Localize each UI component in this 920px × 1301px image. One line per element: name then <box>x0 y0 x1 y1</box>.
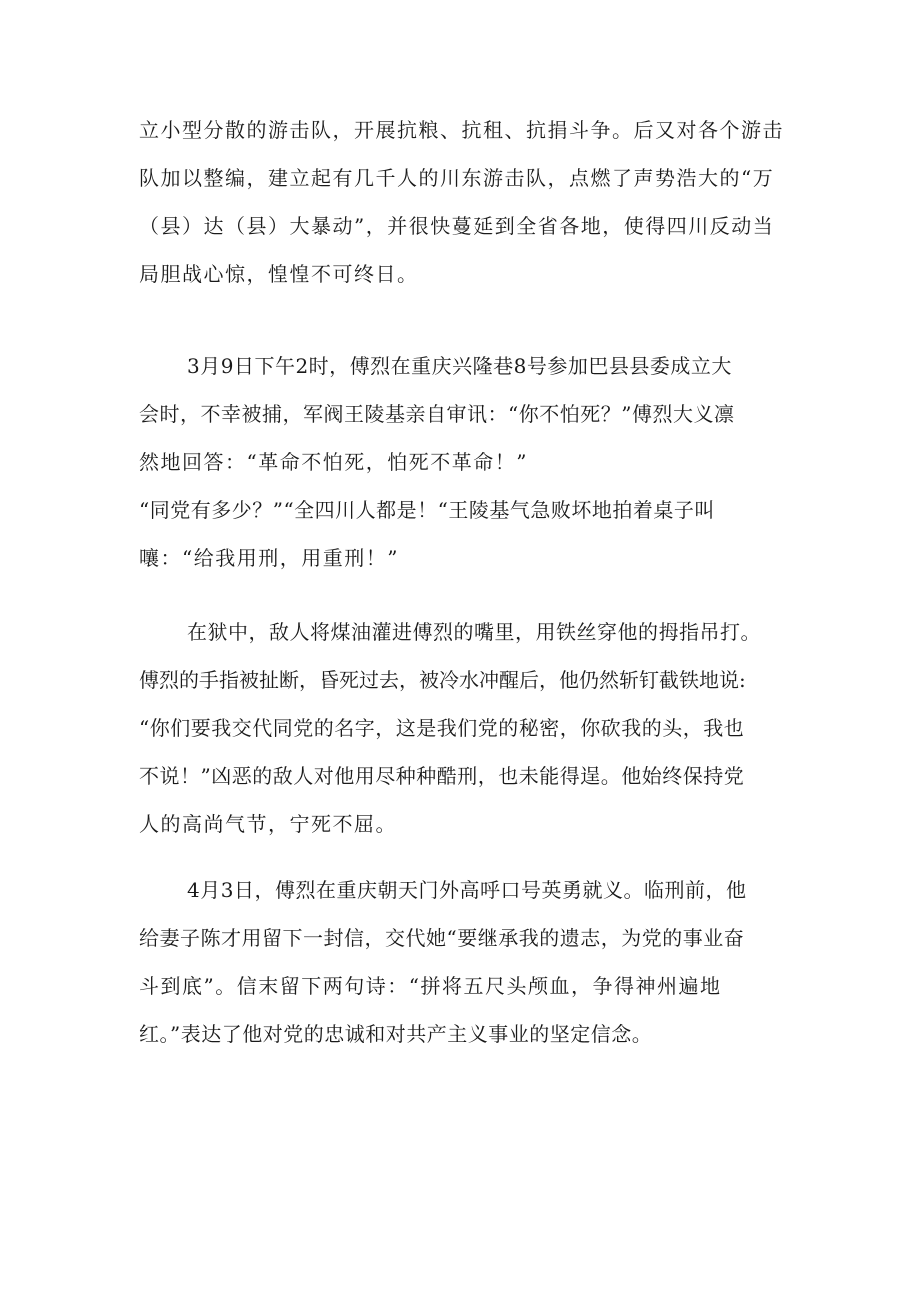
paragraph-guerrilla-uprising <box>139 106 799 298</box>
text-line: 队加以整编，建立起有几千人的川东游击队，点燃了声势浩大的“万 <box>139 166 775 190</box>
text-line: 人的高尚气节，宁死不屈。 <box>139 812 397 836</box>
text-line: 斗到底”。信末留下两句诗：“拼将五尺头颅血，争得神州遍地 <box>139 974 722 998</box>
paragraph-execution <box>139 866 799 1058</box>
text-line: 3月9日下午2时，傅烈在重庆兴隆巷8号参加巴县县委成立大 <box>187 354 732 378</box>
text-line: （县）达（县）大暴动”，并很快蔓延到全省各地，使得四川反动当 <box>139 214 775 238</box>
text-line: 嚷：“给我用刑，用重刑！” <box>139 546 399 570</box>
text-line: 会时，不幸被捕，军阀王陵基亲自审讯：“你不怕死？”傅烈大义凛 <box>139 402 735 426</box>
text-line: 给妻子陈才用留下一封信，交代她“要继承我的遗志，为党的事业奋 <box>139 926 745 950</box>
text-line: 傅烈的手指被扯断，昏死过去，被冷水冲醒后，他仍然斩钉截铁地说: <box>139 668 746 692</box>
paragraph-arrest <box>139 342 799 582</box>
text-line: 红。”表达了他对党的忠诚和对共产主义事业的坚定信念。 <box>139 1022 653 1046</box>
text-line: 不说！”凶恶的敌人对他用尽种种酷刑，也未能得逞。他始终保持党 <box>139 764 745 788</box>
text-line: 局胆战心惊，惶惶不可终日。 <box>139 262 419 286</box>
text-line: 立小型分散的游击队，开展抗粮、抗租、抗捐斗争。后又对各个游击 <box>139 118 784 142</box>
text-line: 然地回答：“革命不怕死，怕死不革命！” <box>139 450 528 474</box>
text-line: 在狱中，敌人将煤油灌进傅烈的嘴里，用铁丝穿他的拇指吊打。 <box>187 620 761 644</box>
text-line: 4月3日，傅烈在重庆朝天门外高呼口号英勇就义。临刑前，他 <box>187 878 747 902</box>
text-line: “同党有多少？”“全四川人都是！“王陵基气急败坏地拍着桌子叫 <box>139 498 715 522</box>
text-line: “你们要我交代同党的名字，这是我们党的秘密，你砍我的头，我也 <box>139 716 745 740</box>
paragraph-torture <box>139 608 799 848</box>
